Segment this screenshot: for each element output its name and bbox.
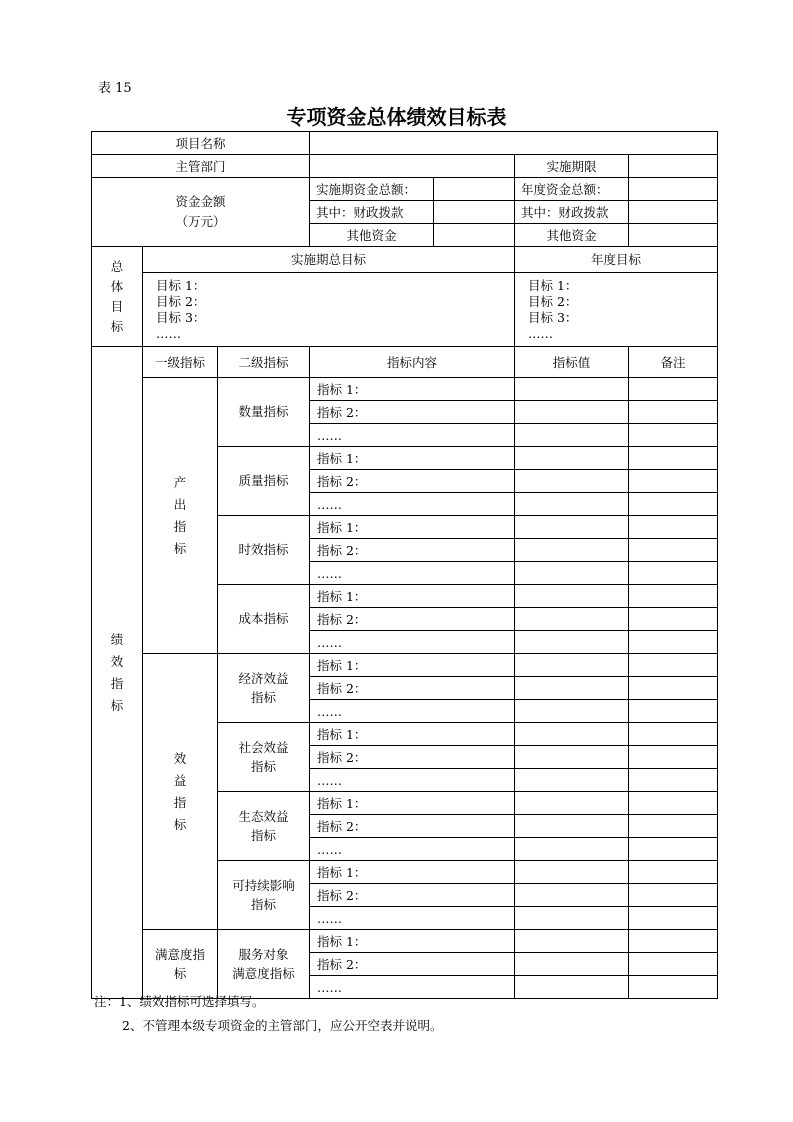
indicator-value[interactable] [515, 516, 629, 539]
overall-goal-char: 标 [110, 318, 124, 334]
indicator-value[interactable] [515, 953, 629, 976]
table-row [92, 930, 718, 953]
indicator-remark[interactable] [629, 378, 718, 401]
indicator-remark[interactable] [629, 953, 718, 976]
label-other-impl: 其他资金 [310, 224, 434, 247]
impl-goal-line: …… [156, 326, 181, 341]
impl-goal-line: 目标 2： [156, 294, 206, 309]
note-2: 2、不管理本级专项资金的主管部门，应公开空表并说明。 [122, 1018, 443, 1033]
indicator-remark[interactable] [629, 700, 718, 723]
indicator-value[interactable] [515, 907, 629, 930]
label-dept: 主管部门 [92, 155, 310, 178]
page-title: 专项资金总体绩效目标表 [286, 105, 507, 129]
level2-indicator [218, 447, 310, 516]
perf-indicator-char: 标 [110, 697, 124, 713]
perf-indicator-char: 绩 [110, 631, 124, 647]
indicator-content[interactable]: 指标 1： [310, 792, 515, 815]
indicator-remark[interactable] [629, 907, 718, 930]
fiscal-impl-field[interactable] [434, 201, 515, 224]
level1-benefit-text: 指 [173, 794, 187, 810]
year-goal-header: 年度目标 [515, 247, 718, 273]
indicator-remark[interactable] [629, 884, 718, 907]
year-goal-line: 目标 1： [528, 278, 578, 293]
level1-output-text: 标 [173, 540, 187, 556]
indicator-content[interactable]: 指标 2： [310, 401, 515, 424]
indicator-value[interactable] [515, 562, 629, 585]
col-level2: 二级指标 [218, 347, 310, 378]
indicator-content[interactable]: 指标 2： [310, 884, 515, 907]
indicator-content[interactable]: 指标 1： [310, 723, 515, 746]
level1-satisfaction [143, 930, 218, 999]
indicator-content[interactable]: 指标 1： [310, 585, 515, 608]
indicator-value[interactable] [515, 723, 629, 746]
table-number: 表 15 [98, 81, 132, 96]
indicator-value[interactable] [515, 585, 629, 608]
level1-benefit-text: 标 [173, 816, 187, 832]
indicator-content[interactable]: 指标 1： [310, 654, 515, 677]
other-impl-field[interactable] [434, 224, 515, 247]
level2-indicator-text: 指标 [250, 689, 276, 705]
indicator-content[interactable]: 指标 1： [310, 516, 515, 539]
impl-goal-line: 目标 3： [156, 310, 206, 325]
level1-benefit-text: 效 [173, 750, 187, 766]
indicator-remark[interactable] [629, 585, 718, 608]
level2-indicator [218, 792, 310, 861]
col-value: 指标值 [515, 347, 629, 378]
fiscal-year-field[interactable] [629, 201, 718, 224]
overall-goal-char: 目 [110, 298, 124, 314]
overall-goal-char: 总 [110, 258, 124, 274]
label-fiscal-impl: 其中：财政拨款 [310, 201, 434, 224]
notes [94, 990, 442, 1038]
indicator-value[interactable] [515, 539, 629, 562]
level1-satisfaction-text: 标 [173, 965, 187, 981]
indicator-content[interactable]: 指标 1： [310, 447, 515, 470]
indicator-value[interactable] [515, 608, 629, 631]
indicator-value[interactable] [515, 769, 629, 792]
year-goal-cell[interactable] [515, 273, 718, 347]
level1-satisfaction-text: 满意度指 [154, 946, 205, 962]
level2-indicator [218, 516, 310, 585]
indicator-content[interactable]: 指标 2： [310, 953, 515, 976]
impl-goal-line: 目标 1： [156, 278, 206, 293]
level1-benefit-text: 益 [173, 772, 187, 788]
label-period: 实施期限 [515, 155, 629, 178]
indicator-remark[interactable] [629, 677, 718, 700]
indicator-remark[interactable] [629, 723, 718, 746]
indicator-value[interactable] [515, 631, 629, 654]
indicator-content[interactable]: …… [310, 631, 515, 654]
label-other-year: 其他资金 [515, 224, 629, 247]
indicator-value[interactable] [515, 700, 629, 723]
project-name-field[interactable] [310, 132, 718, 155]
level2-indicator-text: 满意度指标 [232, 965, 295, 981]
level1-output-text: 产 [173, 474, 187, 490]
overall-goal-char: 体 [110, 278, 124, 294]
indicator-content[interactable]: 指标 2： [310, 815, 515, 838]
indicator-remark[interactable] [629, 447, 718, 470]
indicator-remark[interactable] [629, 976, 718, 999]
indicator-content[interactable]: 指标 2： [310, 539, 515, 562]
level2-indicator-text: 数量指标 [238, 404, 289, 419]
level2-indicator-text: 指标 [250, 896, 276, 912]
level2-indicator-text: 质量指标 [238, 473, 289, 488]
indicator-remark[interactable] [629, 861, 718, 884]
indicator-value[interactable] [515, 838, 629, 861]
performance-goal-table [91, 131, 718, 999]
indicator-value[interactable] [515, 493, 629, 516]
indicator-content[interactable]: …… [310, 838, 515, 861]
indicator-value[interactable] [515, 677, 629, 700]
year-goal-line: 目标 2： [528, 294, 578, 309]
impl-goal-cell[interactable] [143, 273, 515, 347]
indicator-value[interactable] [515, 815, 629, 838]
dept-field[interactable] [310, 155, 515, 178]
level2-indicator-text: 指标 [250, 758, 276, 774]
year-goal-line: …… [528, 326, 553, 341]
perf-indicator-char: 效 [110, 653, 124, 669]
indicator-content[interactable]: …… [310, 424, 515, 447]
indicator-value[interactable] [515, 746, 629, 769]
level2-indicator [218, 378, 310, 447]
total-impl-field[interactable] [434, 178, 515, 201]
indicator-remark[interactable] [629, 562, 718, 585]
indicator-remark[interactable] [629, 792, 718, 815]
other-year-field[interactable] [629, 224, 718, 247]
level1-output [143, 378, 218, 654]
indicator-content[interactable]: 指标 2： [310, 677, 515, 700]
indicator-value[interactable] [515, 654, 629, 677]
note-1: 注：1、绩效指标可选择填写。 [94, 994, 265, 1009]
label-total-impl: 实施期资金总额： [310, 178, 434, 201]
indicator-remark[interactable] [629, 470, 718, 493]
perf-indicator-label [92, 347, 143, 999]
fund-unit-label: （万元） [175, 214, 226, 229]
indicator-remark[interactable] [629, 424, 718, 447]
indicator-value[interactable] [515, 378, 629, 401]
table-row [92, 654, 718, 677]
indicator-value[interactable] [515, 861, 629, 884]
level2-indicator [218, 654, 310, 723]
table-row [92, 378, 718, 401]
indicator-value[interactable] [515, 424, 629, 447]
label-fiscal-year: 其中：财政拨款 [515, 201, 629, 224]
level2-indicator [218, 585, 310, 654]
indicator-content[interactable]: …… [310, 493, 515, 516]
indicator-remark[interactable] [629, 838, 718, 861]
indicator-content[interactable]: 指标 2： [310, 608, 515, 631]
indicator-remark[interactable] [629, 516, 718, 539]
indicator-value[interactable] [515, 447, 629, 470]
indicator-remark[interactable] [629, 401, 718, 424]
indicator-content[interactable]: …… [310, 769, 515, 792]
label-fund-amount [92, 178, 310, 247]
level2-indicator [218, 861, 310, 930]
label-total-year: 年度资金总额： [515, 178, 629, 201]
col-remark: 备注 [629, 347, 718, 378]
period-field[interactable] [629, 155, 718, 178]
level2-indicator-text: 社会效益 [238, 739, 289, 755]
level2-indicator-text: 可持续影响 [232, 877, 295, 893]
indicator-remark[interactable] [629, 815, 718, 838]
level2-indicator-text: 经济效益 [238, 670, 289, 686]
indicator-content[interactable]: 指标 1： [310, 378, 515, 401]
indicator-remark[interactable] [629, 608, 718, 631]
indicator-value[interactable] [515, 470, 629, 493]
level2-indicator [218, 930, 310, 999]
level2-indicator-text: 成本指标 [238, 611, 289, 626]
col-content: 指标内容 [310, 347, 515, 378]
level1-output-text: 指 [173, 518, 187, 534]
level2-indicator [218, 723, 310, 792]
fund-amount-label: 资金金额 [175, 194, 226, 209]
col-level1: 一级指标 [143, 347, 218, 378]
indicator-remark[interactable] [629, 539, 718, 562]
indicator-remark[interactable] [629, 930, 718, 953]
indicator-value[interactable] [515, 976, 629, 999]
label-project-name: 项目名称 [92, 132, 310, 155]
indicator-remark[interactable] [629, 769, 718, 792]
indicator-value[interactable] [515, 792, 629, 815]
indicator-value[interactable] [515, 401, 629, 424]
year-goal-line: 目标 3： [528, 310, 578, 325]
impl-goal-header: 实施期总目标 [143, 247, 515, 273]
indicator-content[interactable]: …… [310, 976, 515, 999]
indicator-content[interactable]: …… [310, 700, 515, 723]
indicator-content[interactable]: 指标 2： [310, 470, 515, 493]
indicator-content[interactable]: …… [310, 562, 515, 585]
perf-indicator-char: 指 [110, 675, 124, 691]
level1-output-text: 出 [173, 496, 187, 512]
total-year-field[interactable] [629, 178, 718, 201]
level2-indicator-text: 生态效益 [238, 808, 289, 824]
indicator-content[interactable]: 指标 1： [310, 930, 515, 953]
level2-indicator-text: 服务对象 [238, 946, 289, 962]
indicator-remark[interactable] [629, 631, 718, 654]
indicator-value[interactable] [515, 930, 629, 953]
indicator-remark[interactable] [629, 654, 718, 677]
indicator-content[interactable]: 指标 1： [310, 861, 515, 884]
indicator-content[interactable]: 指标 2： [310, 746, 515, 769]
indicator-remark[interactable] [629, 746, 718, 769]
level2-indicator-text: 时效指标 [238, 542, 289, 557]
indicator-remark[interactable] [629, 493, 718, 516]
indicator-content[interactable]: …… [310, 907, 515, 930]
overall-goal-label [92, 247, 143, 347]
indicator-value[interactable] [515, 884, 629, 907]
level2-indicator-text: 指标 [250, 827, 276, 843]
level1-benefit [143, 654, 218, 930]
